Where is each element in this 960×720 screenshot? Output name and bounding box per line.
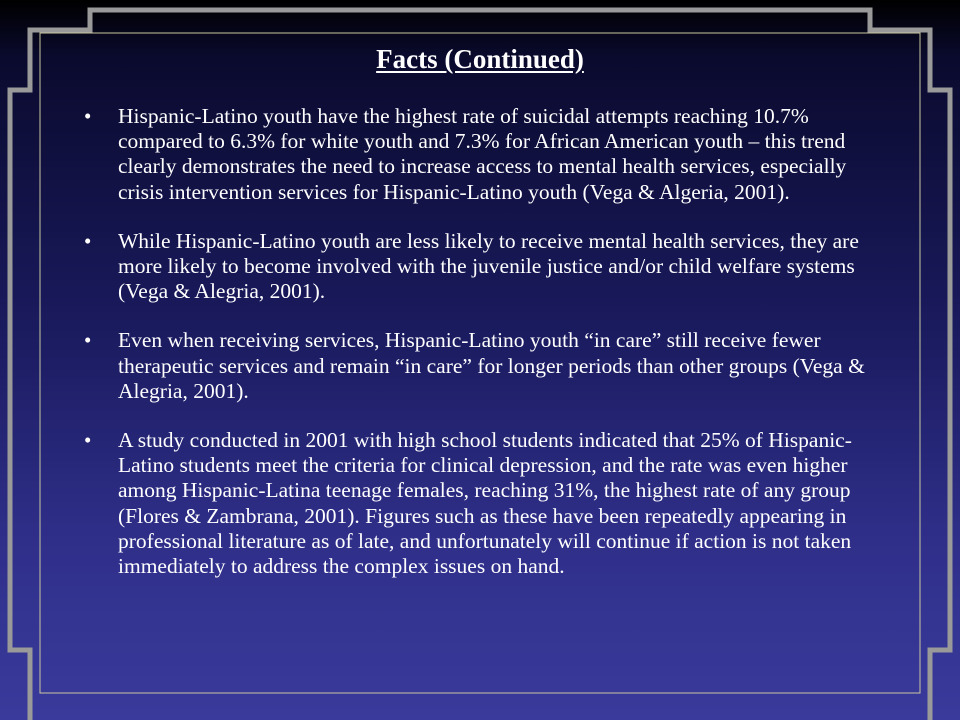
- bullet-item: [84, 104, 874, 205]
- bullet-text: Hispanic-Latino youth have the highest rate of suicidal attempts reaching 10.7% compared to 6.3% for white youth and 7.3% for African American youth – this trend clearly demonstrates the need to increase access to mental health services, especially crisis intervention services for Hispanic-Latino youth (Vega & Algeria, 2001).: [118, 104, 847, 204]
- bullet-item: [84, 428, 874, 579]
- bullet-list: [84, 104, 874, 603]
- bullet-text: While Hispanic-Latino youth are less likely to receive mental health services, they are more likely to become involved with the juvenile justice and/or child welfare systems (Vega & Alegria, 2001).: [118, 228, 859, 304]
- bullet-text: Even when receiving services, Hispanic-Latino youth “in care” still receive fewer therapeutic services and remain “in care” for longer periods than other groups (Vega & Alegria, 2001).: [118, 328, 865, 403]
- bullet-text: A study conducted in 2001 with high school students indicated that 25% of Hispanic-Latino students meet the criteria for clinical depression, and the rate was even higher among Hispanic-Latina teenage females, reaching 31%, the highest rate of any group (Flores & Zambrana, 2001). Figures such as these have been repeatedly appearing in professional literature as of late, and unfortunately will continue if action is not taken immediately to address the complex issues on hand.: [118, 428, 852, 579]
- bullet-item: [84, 328, 874, 404]
- slide-title: Facts (Continued): [376, 44, 584, 74]
- bullet-dot-icon: •: [84, 428, 92, 453]
- bullet-dot-icon: •: [84, 328, 92, 353]
- bullet-item: [84, 229, 874, 305]
- bullet-dot-icon: •: [84, 104, 92, 128]
- bullet-dot-icon: •: [84, 228, 92, 253]
